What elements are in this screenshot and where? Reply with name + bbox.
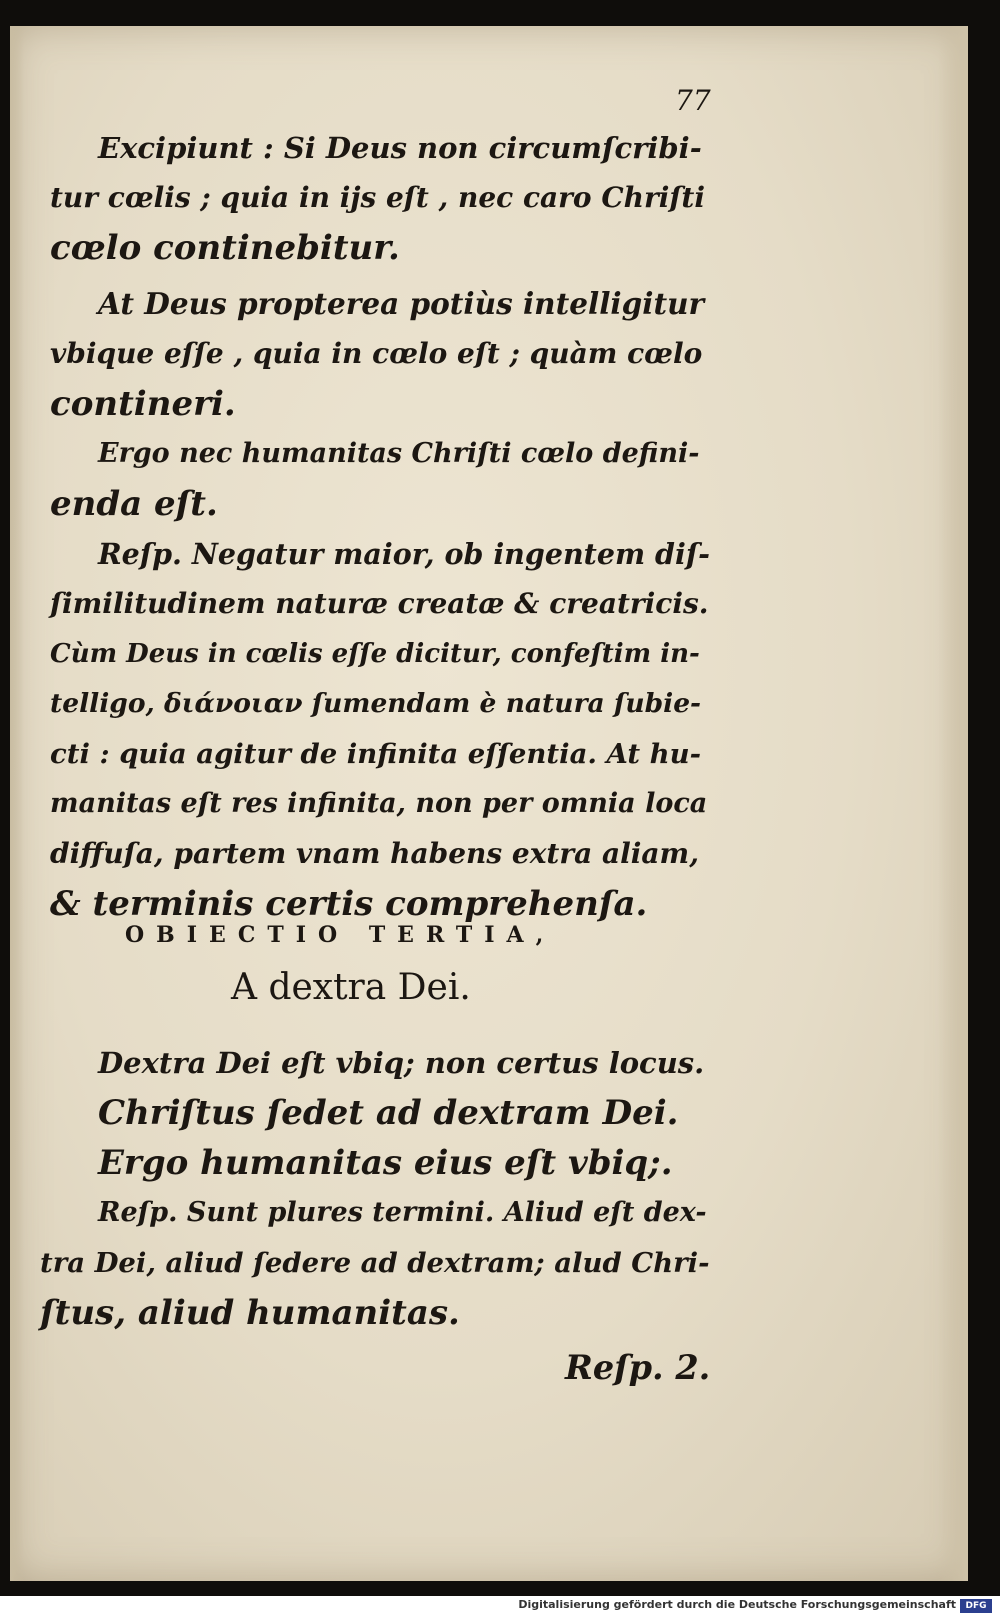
book-page: [10, 26, 968, 1581]
text-line: ſimilitudinem naturæ creatæ & creatricis.: [50, 587, 709, 620]
text-line: diffuſa, partem vnam habens extra aliam,: [50, 837, 699, 870]
footer-credit: Digitalisierung gefördert durch die Deutsche Forschungsgemeinschaft: [518, 1598, 956, 1611]
text-line: Excipiunt : Si Deus non circumſcribi-: [98, 131, 702, 165]
text-line: ſtus, aliud humanitas.: [40, 1293, 460, 1333]
page-edge-shadow-left: [10, 26, 24, 1581]
page-edge-shadow-right: [938, 26, 968, 1581]
text-line: enda eſt.: [50, 484, 218, 524]
text-line: cœlo continebitur.: [50, 228, 400, 268]
text-line: cti : quia agitur de infinita eſſentia. At hu-: [50, 738, 702, 770]
text-line: manitas eſt res infinita, non per omnia loca: [50, 788, 708, 819]
section-subheading: A dextra Dei.: [231, 967, 471, 1008]
text-line: vbique eſſe , quia in cœlo eſt ; quàm cœlo: [50, 337, 703, 370]
text-line: Reſp. Negatur maior, ob ingentem diſ-: [98, 537, 710, 571]
page-number: 77: [675, 84, 711, 117]
text-line: At Deus propterea potiùs intelligitur: [98, 286, 705, 321]
syllogism-line: Chriſtus ſedet ad dextram Dei.: [98, 1093, 679, 1133]
section-heading: OBIECTIO TERTIA,: [125, 922, 556, 948]
text-line: Reſp. Sunt plures termini. Aliud eſt dex-: [98, 1197, 707, 1228]
syllogism-line: Dextra Dei eſt vbiq; non certus locus.: [98, 1046, 705, 1080]
syllogism-line: Ergo humanitas eius eſt vbiq;.: [98, 1143, 673, 1183]
text-line: Cùm Deus in cœlis eſſe dicitur, confeſtim in-: [50, 639, 700, 669]
catchword: Reſp. 2.: [565, 1348, 711, 1387]
text-line: contineri.: [50, 384, 236, 424]
text-line: & terminis certis comprehenſa.: [50, 884, 648, 924]
footer-bar: [0, 1596, 1000, 1616]
text-line: Ergo nec humanitas Chriſti cœlo defini-: [98, 438, 700, 469]
text-line: tur cœlis ; quia in ijs eſt , nec caro Chriſti: [50, 181, 705, 214]
dfg-logo-icon: DFG: [960, 1599, 992, 1613]
text-line: tra Dei, aliud ſedere ad dextram; alud Chri-: [40, 1247, 710, 1279]
text-line: telligo, διάνοιαν ſumendam è natura ſubie-: [50, 688, 702, 719]
